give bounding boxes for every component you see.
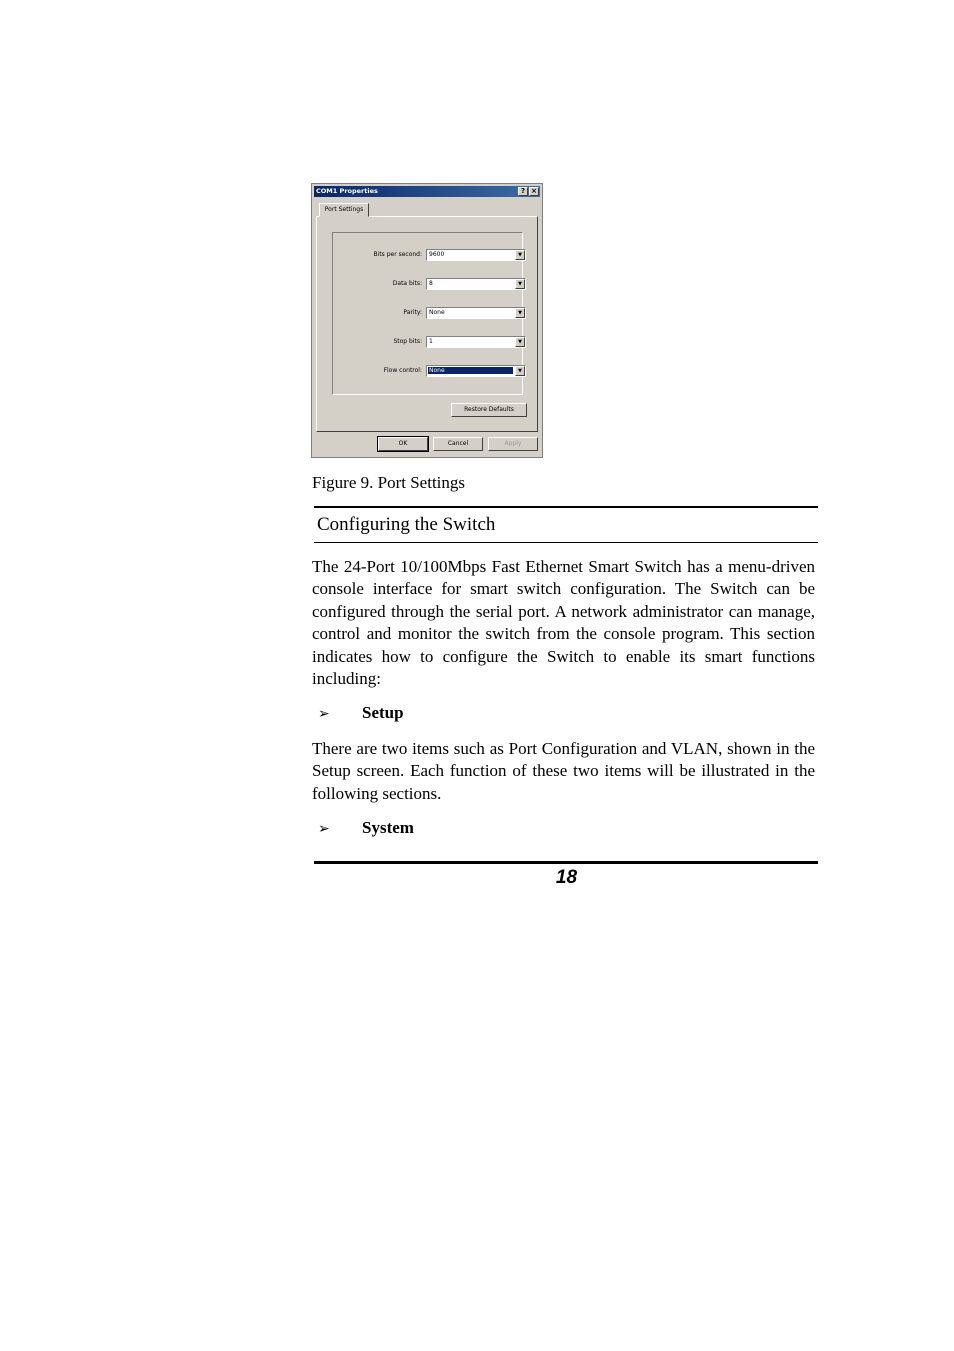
bits-per-second-select[interactable] — [426, 249, 526, 261]
bits-per-second-label: Bits per second: — [373, 251, 422, 258]
flow-control-select[interactable] — [426, 365, 526, 377]
data-bits-value: 8 — [429, 280, 433, 287]
dialog-titlebar — [314, 186, 540, 197]
close-icon[interactable]: × — [529, 187, 539, 196]
com1-properties-dialog — [311, 183, 543, 458]
intro-paragraph: The 24-Port 10/100Mbps Fast Ethernet Smart Switch has a menu-driven console interface for smart switch configuration. The Switch can be configured through the serial port. A network administrator can manage, control and monitor the switch from the console program. This section indicates how to configure the Switch to enable its smart functions including: — [312, 557, 815, 689]
flow-control-label: Flow control: — [383, 367, 422, 374]
chevron-down-icon[interactable]: ▼ — [515, 308, 525, 318]
setup-paragraph: There are two items such as Port Configuration and VLAN, shown in the Setup screen. Each function of these two items will be illustrated in the following sections. — [312, 739, 815, 803]
flow-control-value: None — [428, 367, 513, 374]
cancel-button[interactable]: Cancel — [433, 437, 483, 451]
chevron-down-icon[interactable]: ▼ — [515, 250, 525, 260]
stop-bits-value: 1 — [429, 338, 433, 345]
dialog-title: COM1 Properties — [316, 187, 378, 195]
chevron-down-icon[interactable]: ▼ — [515, 279, 525, 289]
parity-label: Parity: — [403, 309, 422, 316]
chevron-down-icon[interactable]: ▼ — [515, 366, 525, 376]
field-data-bits — [333, 277, 524, 291]
parity-value: None — [429, 309, 445, 316]
field-flow-control — [333, 364, 524, 378]
section-rule-top — [314, 506, 818, 508]
bullet-system: System — [362, 818, 414, 837]
parity-select[interactable] — [426, 307, 526, 319]
help-icon[interactable]: ? — [518, 187, 528, 196]
bullet-arrow-icon: ➢ — [318, 821, 330, 837]
bits-per-second-value: 9600 — [429, 251, 445, 258]
stop-bits-select[interactable] — [426, 336, 526, 348]
field-parity — [333, 306, 524, 320]
data-bits-select[interactable] — [426, 278, 526, 290]
figure-caption: Figure 9. Port Settings — [312, 473, 466, 492]
bullet-setup: Setup — [362, 703, 404, 722]
stop-bits-label: Stop bits: — [393, 338, 422, 345]
settings-group — [332, 232, 523, 395]
restore-defaults-button[interactable]: Restore Defaults — [451, 403, 527, 417]
tab-port-settings[interactable]: Port Settings — [319, 203, 369, 217]
bullet-arrow-icon: ➢ — [318, 706, 330, 722]
ok-button[interactable]: OK — [378, 437, 428, 451]
field-stop-bits — [333, 335, 524, 349]
apply-button[interactable]: Apply — [488, 437, 538, 451]
section-rule-bottom — [314, 542, 818, 543]
field-bits-per-second — [333, 248, 524, 262]
port-settings-panel — [316, 216, 538, 432]
data-bits-label: Data bits: — [392, 280, 422, 287]
page-number: 18 — [555, 867, 578, 888]
section-title: Configuring the Switch — [317, 514, 496, 535]
chevron-down-icon[interactable]: ▼ — [515, 337, 525, 347]
footer-rule — [314, 861, 818, 864]
